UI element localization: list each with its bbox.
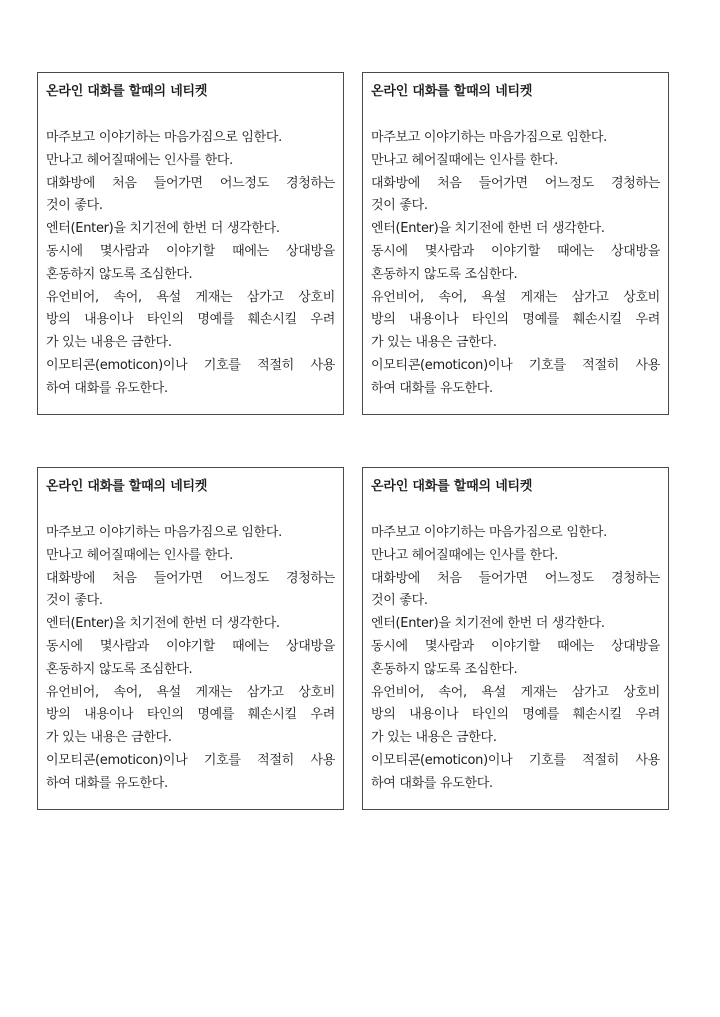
card-line: 가 있는 내용은 금한다. <box>46 730 172 746</box>
card-line: 이모티콘(emoticon)이나 기호를 적절히 사용 <box>371 752 660 768</box>
card-line: 이모티콘(emoticon)이나 기호를 적절히 사용 <box>46 752 335 768</box>
card-line: 방의 내용이나 타인의 명예를 훼손시킬 우려 <box>46 707 335 723</box>
card-line: 혼동하지 않도록 조심한다. <box>46 661 193 677</box>
card-body <box>46 522 335 796</box>
card-line: 혼동하지 않도록 조심한다. <box>46 266 193 282</box>
card-title: 온라인 대화를 할때의 네티켓 <box>371 479 533 494</box>
card-line: 만나고 헤어질때에는 인사를 한다. <box>46 152 233 168</box>
card-line: 하여 대화를 유도한다. <box>371 380 493 396</box>
card-line: 유언비어, 속어, 욕설 게재는 삼가고 상호비 <box>371 289 660 305</box>
card-line: 만나고 헤어질때에는 인사를 한다. <box>371 152 558 168</box>
card-line: 유언비어, 속어, 욕설 게재는 삼가고 상호비 <box>371 684 660 700</box>
card-line: 동시에 몇사람과 이야기할 때에는 상대방을 <box>46 638 335 654</box>
card-line: 이모티콘(emoticon)이나 기호를 적절히 사용 <box>371 357 660 373</box>
netiquette-card <box>362 72 669 415</box>
card-line: 동시에 몇사람과 이야기할 때에는 상대방을 <box>371 638 660 654</box>
card-body <box>371 127 660 401</box>
card-line: 대화방에 처음 들어가면 어느정도 경청하는 <box>371 570 660 586</box>
card-line: 마주보고 이야기하는 마음가짐으로 임한다. <box>46 525 282 540</box>
card-line: 방의 내용이나 타인의 명예를 훼손시킬 우려 <box>371 707 660 723</box>
card-line: 것이 좋다. <box>371 593 428 609</box>
netiquette-card <box>362 467 669 810</box>
card-line: 엔터(Enter)을 치기전에 한번 더 생각한다. <box>371 616 605 632</box>
card-line: 하여 대화를 유도한다. <box>46 380 168 396</box>
card-line: 것이 좋다. <box>371 198 428 214</box>
netiquette-card <box>37 72 344 415</box>
card-line: 하여 대화를 유도한다. <box>371 775 493 791</box>
card-line: 만나고 헤어질때에는 인사를 한다. <box>371 547 558 563</box>
card-line: 방의 내용이나 타인의 명예를 훼손시킬 우려 <box>46 312 335 328</box>
card-line: 것이 좋다. <box>46 198 103 214</box>
card-line: 엔터(Enter)을 치기전에 한번 더 생각한다. <box>371 221 605 237</box>
card-body <box>371 522 660 796</box>
card-line: 가 있는 내용은 금한다. <box>46 335 172 351</box>
card-line: 만나고 헤어질때에는 인사를 한다. <box>46 547 233 563</box>
card-title: 온라인 대화를 할때의 네티켓 <box>46 479 208 494</box>
card-line: 이모티콘(emoticon)이나 기호를 적절히 사용 <box>46 357 335 373</box>
card-line: 대화방에 처음 들어가면 어느정도 경청하는 <box>46 570 335 586</box>
card-line: 유언비어, 속어, 욕설 게재는 삼가고 상호비 <box>46 684 335 700</box>
netiquette-card <box>37 467 344 810</box>
card-line: 동시에 몇사람과 이야기할 때에는 상대방을 <box>46 243 335 259</box>
card-line: 동시에 몇사람과 이야기할 때에는 상대방을 <box>371 243 660 259</box>
card-line: 가 있는 내용은 금한다. <box>371 730 497 746</box>
card-body <box>46 127 335 401</box>
card-line: 가 있는 내용은 금한다. <box>371 335 497 351</box>
card-line: 하여 대화를 유도한다. <box>46 775 168 791</box>
card-title: 온라인 대화를 할때의 네티켓 <box>371 84 533 99</box>
card-line: 엔터(Enter)을 치기전에 한번 더 생각한다. <box>46 616 280 632</box>
card-line: 혼동하지 않도록 조심한다. <box>371 661 518 677</box>
card-line: 마주보고 이야기하는 마음가짐으로 임한다. <box>46 130 282 145</box>
card-line: 방의 내용이나 타인의 명예를 훼손시킬 우려 <box>371 312 660 328</box>
card-line: 마주보고 이야기하는 마음가짐으로 임한다. <box>371 525 607 540</box>
card-line: 것이 좋다. <box>46 593 103 609</box>
card-line: 유언비어, 속어, 욕설 게재는 삼가고 상호비 <box>46 289 335 305</box>
card-line: 대화방에 처음 들어가면 어느정도 경청하는 <box>46 175 335 191</box>
card-line: 엔터(Enter)을 치기전에 한번 더 생각한다. <box>46 221 280 237</box>
card-line: 마주보고 이야기하는 마음가짐으로 임한다. <box>371 130 607 145</box>
card-line: 혼동하지 않도록 조심한다. <box>371 266 518 282</box>
card-line: 대화방에 처음 들어가면 어느정도 경청하는 <box>371 175 660 191</box>
card-title: 온라인 대화를 할때의 네티켓 <box>46 84 208 99</box>
